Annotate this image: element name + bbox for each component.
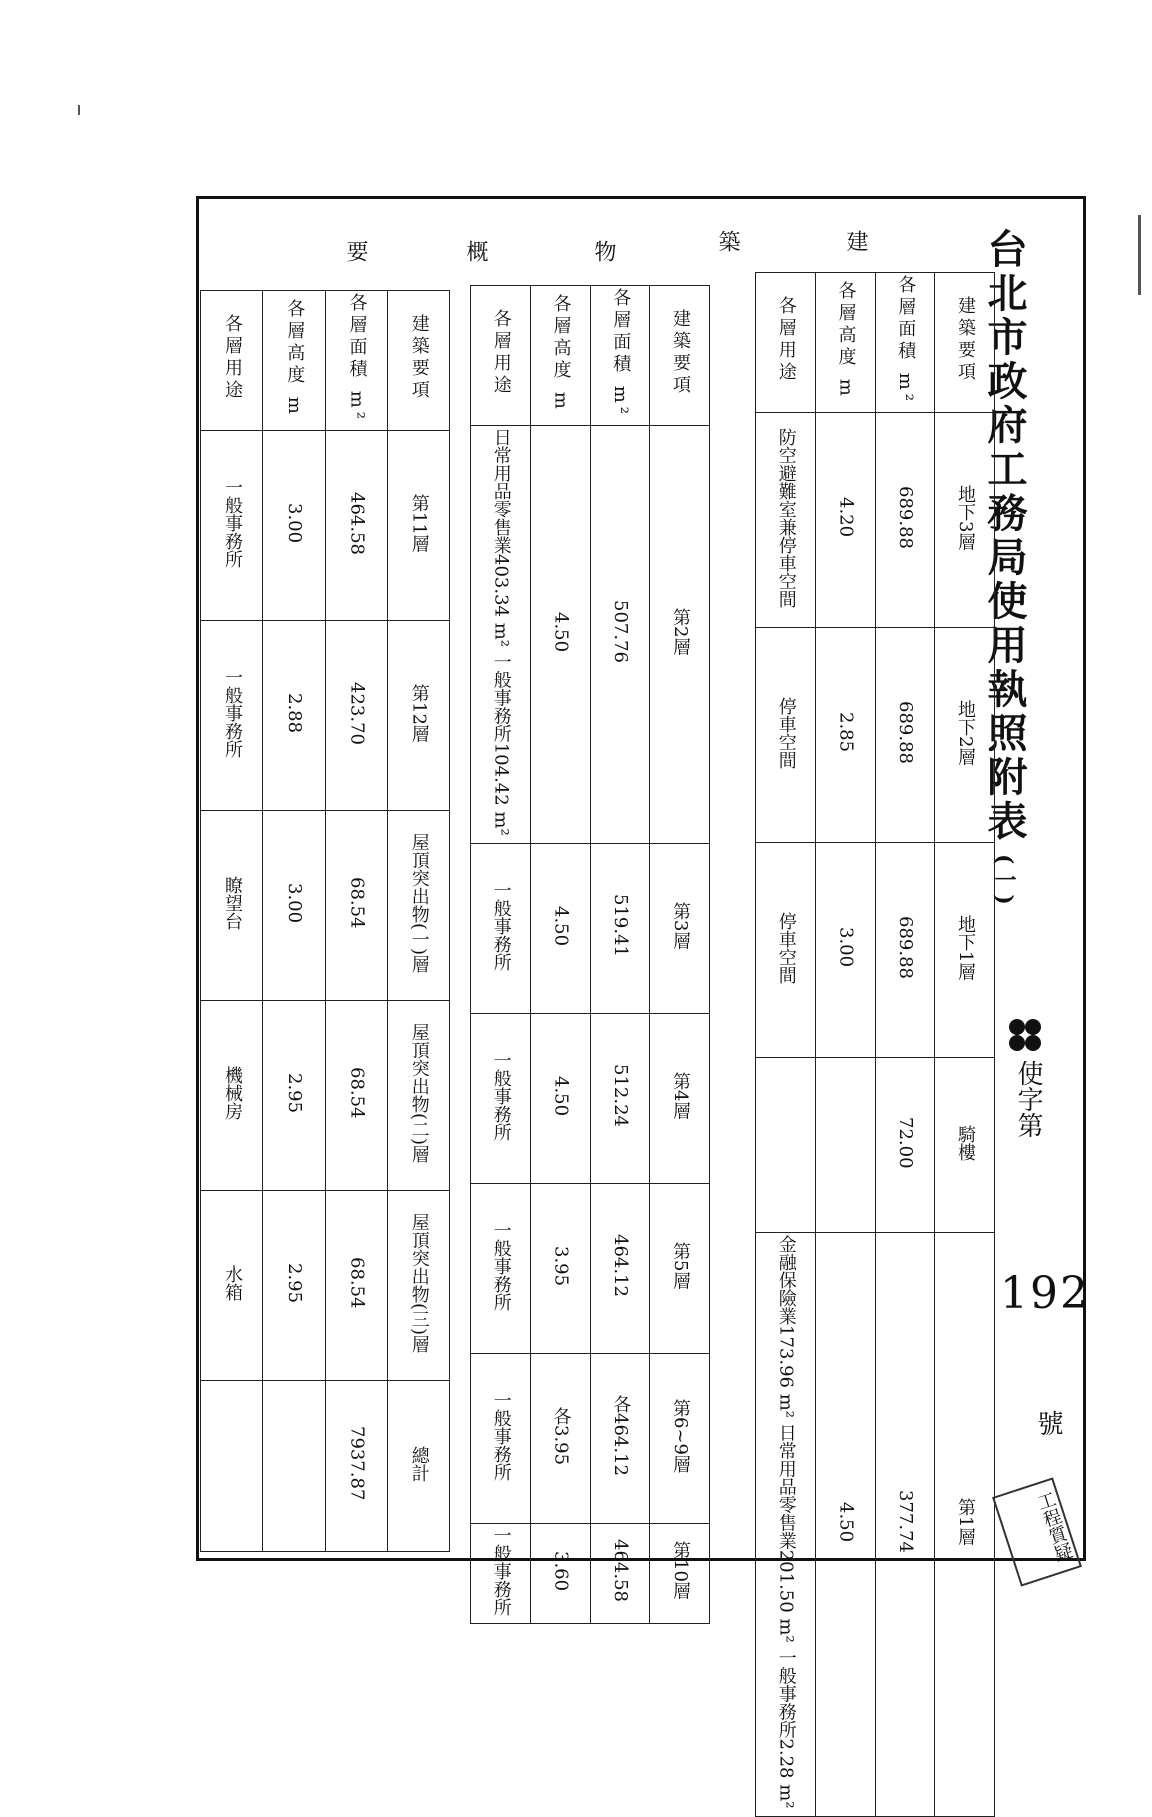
cell-text: 屋頂突出物(一)層 — [408, 832, 430, 974]
cell-text: 一般事務所 — [490, 1220, 512, 1311]
cell-text: 防空避難室兼停車空間 — [775, 427, 797, 608]
header-height — [530, 286, 590, 426]
title-suffix: (一) — [991, 854, 1017, 909]
cell-floor — [935, 1233, 995, 1817]
cell-text: 464.12 — [610, 1234, 632, 1298]
cell-text: 第4層 — [669, 1071, 691, 1120]
cell-height — [530, 1013, 590, 1183]
cell-text: 3.60 — [550, 1550, 572, 1591]
cell-text: 各層面積 m² — [895, 275, 917, 406]
cell-height — [263, 1191, 325, 1381]
cell-text: 4.50 — [550, 1075, 572, 1116]
side-label-3: 物 — [591, 240, 616, 262]
cell-use — [756, 843, 816, 1058]
cell-text: 3.00 — [284, 882, 306, 924]
cell-area — [325, 1191, 387, 1381]
header-height — [815, 273, 875, 413]
header-height — [263, 291, 325, 431]
cell-text: 第1層 — [954, 1498, 976, 1546]
cell-floor — [650, 1523, 710, 1623]
cell-floor — [935, 413, 995, 628]
side-label-5: 要 — [343, 240, 368, 262]
cell-text: 停車空間 — [775, 696, 797, 769]
cell-height — [815, 1058, 875, 1233]
cell-height — [263, 811, 325, 1001]
cell-text: 各層用途 — [221, 314, 243, 402]
cell-text: 512.24 — [610, 1064, 632, 1128]
cell-text: 一般事務所 — [490, 1050, 512, 1141]
cell-height — [263, 621, 325, 811]
cell-text: 總計 — [408, 1445, 430, 1482]
cell-area — [590, 1353, 650, 1523]
cell-use — [201, 1381, 263, 1552]
cell-area — [325, 811, 387, 1001]
cell-text: 68.54 — [346, 877, 368, 929]
cell-floor — [935, 628, 995, 843]
cell-floor — [387, 431, 449, 621]
cell-text: 各層高度 m — [835, 280, 857, 400]
cell-text: 3.00 — [835, 927, 857, 968]
panel-floors-11-roof — [200, 290, 450, 1552]
cell-area — [875, 843, 935, 1058]
cell-use — [471, 1353, 531, 1523]
header-item — [387, 291, 449, 431]
cell-text: 地下3層 — [954, 484, 976, 551]
cell-text: 機械房 — [221, 1066, 243, 1121]
inspection-stamp: 工程質疑 — [992, 1477, 1082, 1586]
year-mark-icon — [1005, 1015, 1045, 1055]
cell-text: 第11層 — [408, 493, 430, 553]
cell-text: 水箱 — [221, 1265, 243, 1302]
cell-text: 689.88 — [895, 701, 917, 764]
cell-text: 屋頂突出物(三)層 — [408, 1212, 430, 1354]
header-area — [875, 273, 935, 413]
cell-text: 4.50 — [550, 905, 572, 946]
header-item — [650, 286, 710, 426]
cell-use — [201, 1001, 263, 1191]
cell-use — [471, 426, 531, 844]
cell-floor — [650, 843, 710, 1013]
cell-text: 377.74 — [895, 1490, 917, 1554]
cell-text: 建築要項 — [408, 314, 430, 402]
cell-text: 各層高度 m — [284, 298, 306, 418]
cell-use — [201, 431, 263, 621]
cell-area — [325, 1381, 387, 1552]
cell-text: 第5層 — [669, 1241, 691, 1290]
cell-text: 各層面積 m² — [610, 288, 632, 419]
cell-text: 507.76 — [610, 600, 632, 664]
cell-text: 72.00 — [895, 1116, 917, 1169]
cell-height — [530, 1183, 590, 1353]
cell-text: 一般事務所 — [221, 668, 243, 759]
side-label-4: 概 — [463, 240, 488, 262]
cell-text: 金融保險業173.96 m² 日常用品零售業201.50 m² 一般事務所2.28 m² — [775, 1235, 797, 1809]
cell-area — [590, 1013, 650, 1183]
cell-text: 建築要項 — [954, 296, 976, 384]
cell-text: 2.88 — [284, 692, 306, 734]
permit-suffix: 號 — [1033, 1410, 1063, 1436]
cell-area — [875, 413, 935, 628]
panel-floors-2-10 — [470, 285, 710, 1616]
cell-area — [590, 843, 650, 1013]
cell-text: 各3.95 — [550, 1406, 572, 1465]
cell-text: 2.95 — [284, 1072, 306, 1114]
side-label-2: 築 — [715, 230, 740, 252]
header-use — [201, 291, 263, 431]
cell-area — [325, 1001, 387, 1191]
cell-text: 4.50 — [550, 611, 572, 652]
cell-floor — [387, 1001, 449, 1191]
cell-text: 464.58 — [610, 1539, 632, 1603]
cell-area — [590, 426, 650, 844]
cell-text: 423.70 — [346, 681, 368, 745]
cell-text: 4.20 — [835, 497, 857, 538]
cell-use — [756, 413, 816, 628]
header-item — [935, 273, 995, 413]
cell-text: 第12層 — [408, 683, 430, 743]
cell-text: 建築要項 — [669, 309, 691, 397]
cell-text: 各層高度 m — [550, 293, 572, 413]
cell-use — [201, 811, 263, 1001]
cell-height — [530, 1353, 590, 1523]
cell-floor — [650, 1353, 710, 1523]
cell-text: 第6~9層 — [669, 1398, 691, 1473]
header-use — [756, 273, 816, 413]
cell-text: 7937.87 — [346, 1426, 368, 1501]
scan-edge-mark — [1138, 215, 1141, 295]
cell-text: 各層用途 — [775, 296, 797, 384]
cell-use — [471, 1013, 531, 1183]
cell-height — [815, 628, 875, 843]
cell-use — [471, 1183, 531, 1353]
scan-speck — [78, 105, 80, 115]
cell-height — [263, 1001, 325, 1191]
permit-prefix: 使字第 — [1013, 1060, 1043, 1138]
cell-text: 3.95 — [550, 1245, 572, 1286]
cell-text: 68.54 — [346, 1067, 368, 1119]
cell-height — [263, 431, 325, 621]
cell-height — [815, 413, 875, 628]
cell-text: 第2層 — [669, 608, 691, 656]
cell-area — [325, 621, 387, 811]
cell-height — [530, 1523, 590, 1623]
cell-area — [875, 1233, 935, 1817]
cell-text: 一般事務所 — [490, 880, 512, 971]
cell-use — [471, 843, 531, 1013]
cell-use — [201, 1191, 263, 1381]
cell-text: 各464.12 — [610, 1395, 632, 1477]
cell-floor — [387, 1381, 449, 1552]
cell-height — [530, 426, 590, 844]
cell-floor — [650, 1183, 710, 1353]
cell-text: 各層面積 m² — [346, 293, 368, 424]
cell-floor — [935, 843, 995, 1058]
cell-floor — [650, 426, 710, 844]
cell-floor — [935, 1058, 995, 1233]
cell-height — [263, 1381, 325, 1552]
cell-area — [875, 628, 935, 843]
cell-area — [590, 1183, 650, 1353]
cell-text: 地下2層 — [954, 699, 976, 766]
cell-text: 第3層 — [669, 901, 691, 950]
permit-number: 192 — [1000, 1268, 1090, 1319]
cell-floor — [650, 1013, 710, 1183]
title-text: 台北市政府工務局使用執照附表 — [981, 228, 1028, 844]
cell-text: 日常用品零售業403.34 m² 一般事務所104.42 m² — [490, 428, 512, 836]
cell-floor — [387, 1191, 449, 1381]
cell-text: 瞭望台 — [221, 876, 243, 931]
cell-text: 2.95 — [284, 1262, 306, 1304]
cell-text: 各層用途 — [490, 309, 512, 397]
cell-use — [471, 1523, 531, 1623]
side-label-1: 建 — [843, 230, 868, 252]
cell-text: 3.00 — [284, 502, 306, 544]
header-area — [590, 286, 650, 426]
cell-text: 地下1層 — [954, 914, 976, 981]
cell-height — [815, 843, 875, 1058]
cell-use — [756, 628, 816, 843]
cell-text: 464.58 — [346, 491, 368, 555]
cell-text: 519.41 — [610, 894, 632, 958]
cell-use — [201, 621, 263, 811]
cell-area — [875, 1058, 935, 1233]
panel-basement-floor1 — [755, 272, 995, 1809]
header-area — [325, 291, 387, 431]
cell-area — [590, 1523, 650, 1623]
cell-floor — [387, 621, 449, 811]
cell-area — [325, 431, 387, 621]
cell-text: 停車空間 — [775, 911, 797, 984]
cell-text: 屋頂突出物(二)層 — [408, 1022, 430, 1164]
cell-text: 2.85 — [835, 712, 857, 753]
cell-use — [756, 1058, 816, 1233]
cell-height — [530, 843, 590, 1013]
cell-use — [756, 1233, 816, 1817]
cell-text: 騎樓 — [954, 1124, 976, 1161]
cell-text: 689.88 — [895, 486, 917, 549]
cell-floor — [387, 811, 449, 1001]
cell-text: 4.50 — [835, 1501, 857, 1542]
header-use — [471, 286, 531, 426]
cell-text: 一般事務所 — [490, 1390, 512, 1481]
cell-height — [815, 1233, 875, 1817]
cell-text: 689.88 — [895, 916, 917, 979]
cell-text: 一般事務所 — [221, 478, 243, 569]
cell-text: 68.54 — [346, 1257, 368, 1309]
cell-text: 第10層 — [669, 1541, 691, 1601]
cell-text: 一般事務所 — [490, 1525, 512, 1616]
